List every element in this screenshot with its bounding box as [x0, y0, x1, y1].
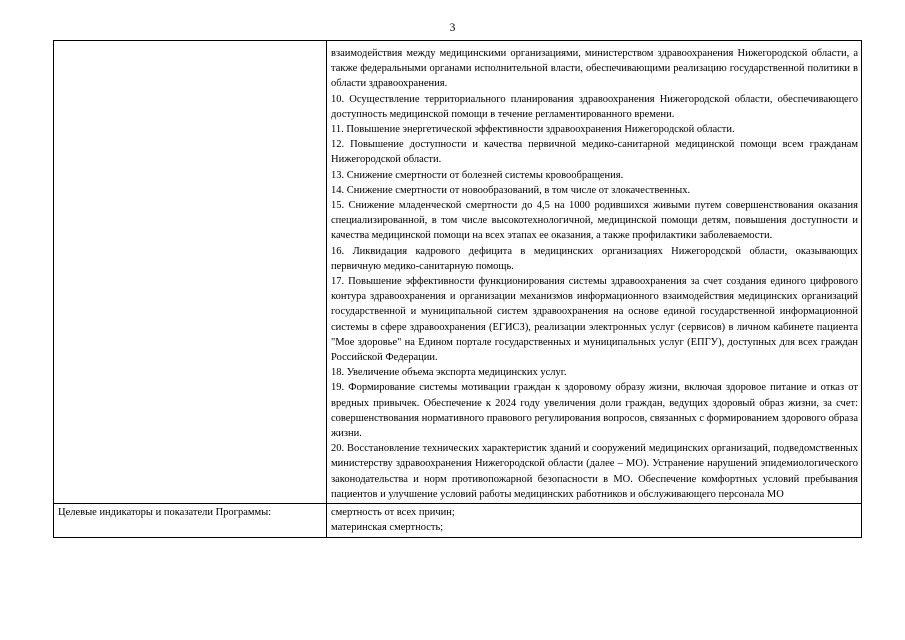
- indicators-values-cell: [327, 504, 862, 537]
- tasks-label-cell: [54, 41, 327, 504]
- task-paragraph: 15. Снижение младенческой смертности до 4,5 на 1000 родившихся живыми путем совершенствования оказания специализированной, в том числе высокотехнологичной, медицинской помощи детям, повышения доступности и качества медицинской помощи на всех этапах ее оказания, а также профилактики заболеваемости.: [331, 200, 858, 242]
- task-paragraph: 19. Формирование системы мотивации граждан к здоровому образу жизни, включая здоровое питание и отказ от вредных привычек. Обеспечение к 2024 году увеличения доли граждан, ведущих здоровый образ жизни, за счет: совершенствования нормативного правового регулирования вопросов, связанных с формированием здорового образа жизни.: [331, 382, 858, 440]
- task-paragraph: 14. Снижение смертности от новообразований, в том числе от злокачественных.: [331, 184, 691, 196]
- indicators-row: [54, 504, 862, 537]
- task-paragraph: 10. Осуществление территориального планирования здравоохранения Нижегородской области, обеспечивающего доступность медицинской помощи в течение регламентированного времени.: [331, 93, 858, 120]
- task-paragraph: 20. Восстановление технических характеристик зданий и сооружений медицинских организаций, подведомственных министерству здравоохранения Нижегородской области (далее – МО). Устранение нарушений эпидемиологического законодательства и норм противопожарной безопасности в МО. Обеспечение комфортных условий пребывания пациентов и улучшение условий работы медицинских работников и обслуживающего персонала МО: [331, 443, 858, 500]
- page-number: 3: [449, 22, 456, 34]
- program-passport-table: [53, 40, 862, 538]
- task-paragraph: 17. Повышение эффективности функционирования системы здравоохранения за счет создания единого цифрового контура здравоохранения и организации механизмов информационного взаимодействия медицинских организаций государственной и муниципальной систем здравоохранения на основе единой государственной информационной системы в сфере здравоохранения (ЕГИСЗ), реализации электронных услуг (сервисов) в личном кабинете пациента "Мое здоровье" на Едином портале государственных и муниципальных услуг (ЕПГУ), доступных для всех граждан Российской Федерации.: [331, 276, 858, 364]
- task-paragraph: взаимодействия между медицинскими организациями, министерством здравоохранения Нижегородской области, а также федеральными органами исполнительной власти, обеспечивающими реализацию государственной политики в области здравоохранения.: [331, 48, 858, 90]
- task-paragraph: 11. Повышение энергетической эффективности здравоохранения Нижегородской области.: [331, 124, 735, 136]
- tasks-content-cell: [327, 41, 862, 504]
- indicator-item: материнская смертность;: [331, 522, 444, 534]
- indicator-item: смертность от всех причин;: [331, 507, 455, 519]
- indicators-label: Целевые индикаторы и показатели Программы:: [58, 507, 272, 519]
- tasks-continuation-row: [54, 41, 862, 504]
- task-paragraph: 12. Повышение доступности и качества первичной медико-санитарной медицинской помощи всем гражданам Нижегородской области.: [331, 139, 858, 166]
- task-paragraph: 18. Увеличение объема экспорта медицинских услуг.: [331, 367, 567, 379]
- task-paragraph: 13. Снижение смертности от болезней системы кровообращения.: [331, 169, 624, 181]
- indicators-label-cell: [54, 504, 327, 537]
- task-paragraph: 16. Ликвидация кадрового дефицита в медицинских организациях Нижегородской области, оказывающих первичную медико-санитарную помощь.: [331, 245, 858, 272]
